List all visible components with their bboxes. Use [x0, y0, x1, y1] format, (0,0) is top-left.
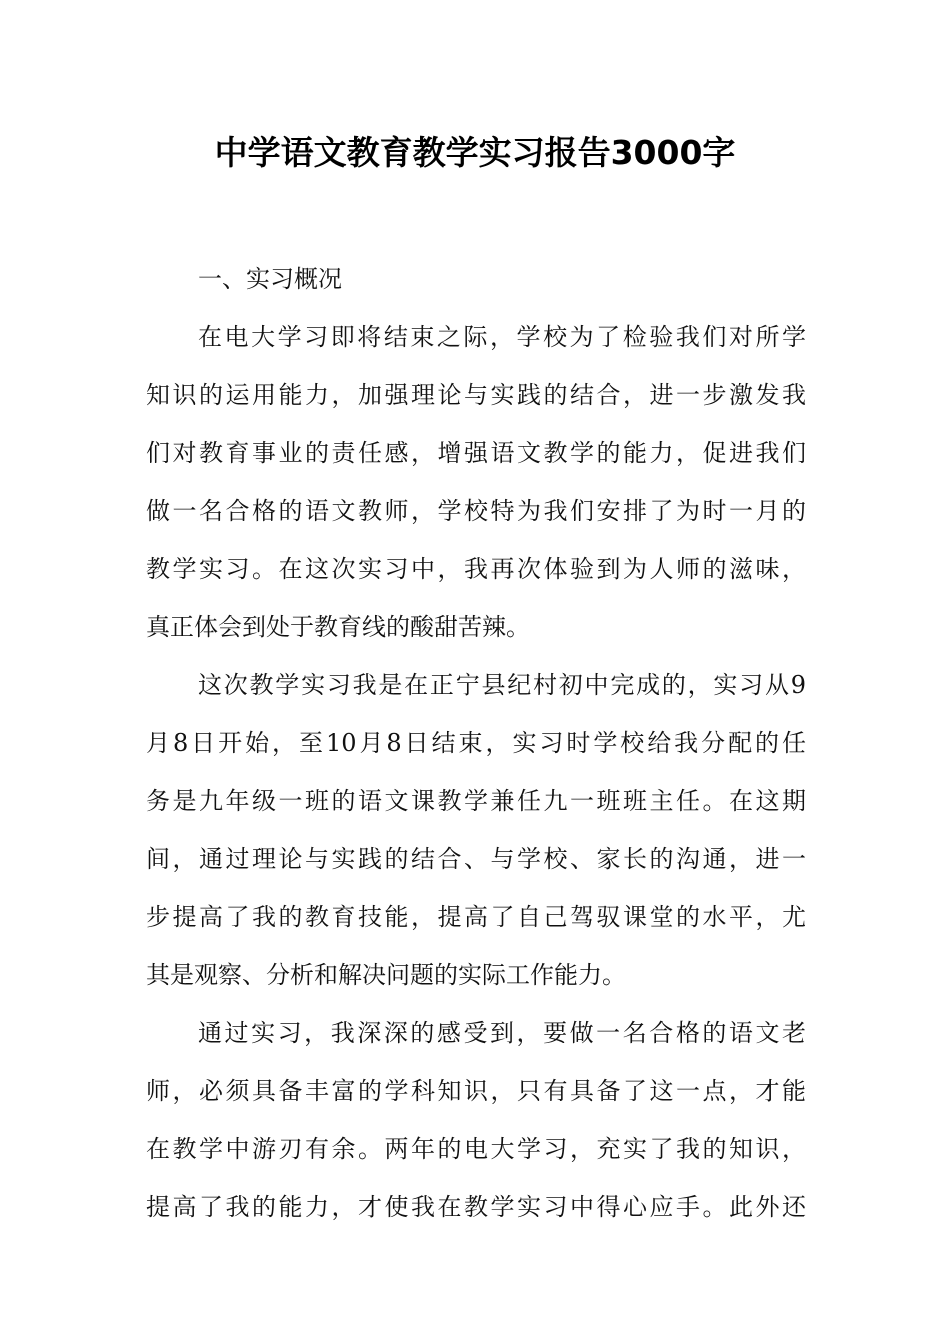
section-heading: 一、实习概况 — [198, 265, 342, 293]
paragraph-line: 其是观察、分析和解决问题的实际工作能力。 — [146, 961, 626, 989]
document-body — [146, 250, 806, 1236]
document-title: 中学语文教育教学实习报告3000字 — [214, 133, 736, 172]
paragraph-line: 提高了我的能力，才使我在教学实习中得心应手。此外还 — [146, 1193, 806, 1221]
paragraph-line: 在教学中游刃有余。两年的电大学习，充实了我的知识， — [146, 1135, 806, 1163]
paragraph-line: 步提高了我的教育技能，提高了自己驾驭课堂的水平，尤 — [146, 903, 806, 931]
paragraph-line: 们对教育事业的责任感，增强语文教学的能力，促进我们 — [146, 439, 806, 467]
paragraph-line: 这次教学实习我是在正宁县纪村初中完成的，实习从9 — [198, 671, 806, 699]
paragraph-line: 做一名合格的语文教师，学校特为我们安排了为时一月的 — [146, 497, 806, 525]
paragraph-line: 真正体会到处于教育线的酸甜苦辣。 — [146, 613, 530, 641]
paragraph-line: 务是九年级一班的语文课教学兼任九一班班主任。在这期 — [146, 787, 806, 815]
paragraph-line: 在电大学习即将结束之际，学校为了检验我们对所学 — [198, 323, 806, 351]
paragraph-line: 教学实习。在这次实习中，我再次体验到为人师的滋味， — [146, 555, 806, 583]
paragraph-line: 通过实习，我深深的感受到，要做一名合格的语文老 — [198, 1019, 806, 1047]
paragraph-line: 间，通过理论与实践的结合、与学校、家长的沟通，进一 — [146, 845, 806, 873]
paragraph-line: 知识的运用能力，加强理论与实践的结合，进一步激发我 — [146, 381, 806, 409]
paragraph-line: 月8日开始，至10月8日结束，实习时学校给我分配的任 — [146, 729, 806, 757]
paragraph-line: 师，必须具备丰富的学科知识，只有具备了这一点，才能 — [146, 1077, 806, 1105]
